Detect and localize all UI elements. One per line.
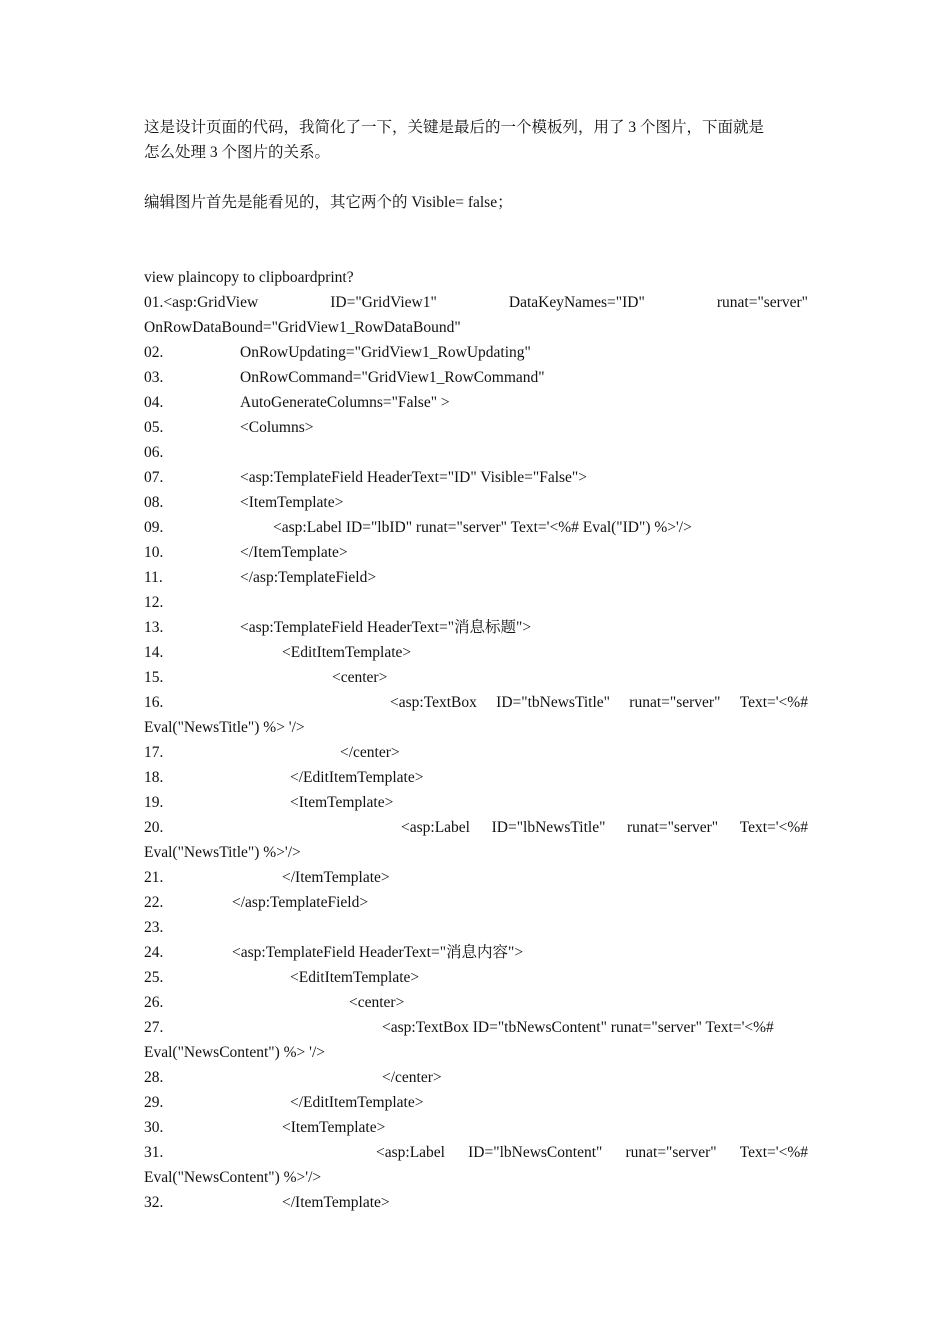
code-line-28	[144, 1065, 442, 1090]
code-text: <center>	[349, 994, 405, 1011]
code-line-04	[144, 390, 450, 415]
line-number: 10.	[144, 544, 164, 561]
code-line-11	[144, 565, 377, 590]
code-line-06	[144, 440, 174, 465]
code-text: AutoGenerateColumns="False" >	[240, 394, 450, 411]
line-number: 29.	[144, 1094, 164, 1111]
code-line-18	[144, 765, 424, 790]
line-number: 23.	[144, 919, 164, 936]
line-number: 07.	[144, 469, 164, 486]
code-text: </ItemTemplate>	[282, 1194, 390, 1211]
code-line-24	[144, 940, 524, 965]
code-text: <asp:TemplateField HeaderText="消息内容">	[232, 944, 524, 961]
code-text: <ItemTemplate>	[282, 1119, 386, 1136]
code-text: <Columns>	[240, 419, 314, 436]
code-text	[390, 690, 808, 715]
code-text: </ItemTemplate>	[282, 869, 390, 886]
line-number: 32.	[144, 1194, 164, 1211]
code-line-15	[144, 665, 388, 690]
code-token: DataKeyNames="ID"	[508, 294, 645, 311]
code-token: Text='<%#	[739, 1144, 808, 1161]
line-number: 03.	[144, 369, 164, 386]
line-number: 22.	[144, 894, 164, 911]
code-text: </ItemTemplate>	[240, 544, 348, 561]
code-token: ID="lbNewsContent"	[468, 1144, 603, 1161]
code-line-26	[144, 990, 405, 1015]
code-line-19	[144, 790, 394, 815]
line-number: 20.	[144, 819, 164, 836]
code-line-09	[144, 515, 692, 540]
line-number: 19.	[144, 794, 164, 811]
line-number: 30.	[144, 1119, 164, 1136]
code-text: <ItemTemplate>	[240, 494, 344, 511]
code-line-03	[144, 365, 545, 390]
code-line-01	[144, 290, 808, 315]
code-line-32	[144, 1190, 390, 1215]
line-number: 31.	[144, 1144, 164, 1161]
intro-line-1: 这是设计页面的代码，我简化了一下，关键是最后的一个模板列，用了 3 个图片，下面就是	[144, 119, 765, 136]
code-line-14	[144, 640, 412, 665]
code-token: runat="server"	[625, 1144, 717, 1161]
line-number: 18.	[144, 769, 164, 786]
code-line-31-cont: Eval("NewsContent") %>'/>	[144, 1169, 322, 1186]
line-number: 16.	[144, 694, 164, 711]
code-text: <EditItemTemplate>	[290, 969, 420, 986]
intro-line-3: 编辑图片首先是能看见的，其它两个的 Visible= false；	[144, 194, 513, 211]
line-number: 06.	[144, 444, 164, 461]
code-text: </EditItemTemplate>	[290, 1094, 424, 1111]
code-token: Text='<%#	[739, 694, 808, 711]
line-number: 24.	[144, 944, 164, 961]
code-text: <center>	[332, 669, 388, 686]
line-number: 13.	[144, 619, 164, 636]
line-number: 12.	[144, 594, 164, 611]
code-line-08	[144, 490, 344, 515]
line-number: 26.	[144, 994, 164, 1011]
code-text: <asp:TextBox ID="tbNewsContent" runat="server" Text='<%#	[382, 1019, 774, 1036]
code-line-31	[144, 1140, 808, 1165]
code-text: </center>	[340, 744, 400, 761]
line-number: 17.	[144, 744, 164, 761]
code-text: <asp:TemplateField HeaderText="ID" Visible="False">	[240, 469, 588, 486]
code-token: ID="GridView1"	[330, 294, 437, 311]
code-token: <asp:TextBox	[390, 694, 477, 711]
code-text: </asp:TemplateField>	[240, 569, 377, 586]
code-text: </EditItemTemplate>	[290, 769, 424, 786]
code-text: <EditItemTemplate>	[282, 644, 412, 661]
code-token: runat="server"	[716, 294, 808, 311]
code-toolbar[interactable]: view plaincopy to clipboardprint?	[144, 269, 354, 286]
code-line-20-cont: Eval("NewsTitle") %>'/>	[144, 844, 301, 861]
code-line-30	[144, 1115, 386, 1140]
line-number: 05.	[144, 419, 164, 436]
code-line-12	[144, 590, 174, 615]
line-number: 08.	[144, 494, 164, 511]
code-token: ID="tbNewsTitle"	[496, 694, 610, 711]
code-text	[376, 1140, 808, 1165]
code-line-13	[144, 615, 532, 640]
code-token: 01.<asp:GridView	[144, 294, 259, 311]
code-line-17	[144, 740, 400, 765]
code-line-16	[144, 690, 808, 715]
code-text: </center>	[382, 1069, 442, 1086]
code-line-01-cont: OnRowDataBound="GridView1_RowDataBound"	[144, 319, 461, 336]
code-line-16-cont: Eval("NewsTitle") %> '/>	[144, 719, 305, 736]
line-number: 25.	[144, 969, 164, 986]
code-line-23	[144, 915, 174, 940]
code-token: <asp:Label	[376, 1144, 445, 1161]
code-line-10	[144, 540, 348, 565]
code-line-05	[144, 415, 314, 440]
code-line-21	[144, 865, 390, 890]
code-token: <asp:Label	[401, 819, 470, 836]
code-text	[401, 815, 808, 840]
line-number: 09.	[144, 519, 164, 536]
line-number: 14.	[144, 644, 164, 661]
code-text: <ItemTemplate>	[290, 794, 394, 811]
line-number: 02.	[144, 344, 164, 361]
code-text: <asp:TemplateField HeaderText="消息标题">	[240, 619, 532, 636]
code-line-27	[144, 1015, 774, 1040]
code-line-22	[144, 890, 369, 915]
code-token: runat="server"	[627, 819, 719, 836]
code-token: Text='<%#	[739, 819, 808, 836]
code-line-07	[144, 465, 588, 490]
intro-line-2: 怎么处理 3 个图片的关系。	[144, 144, 331, 161]
code-line-25	[144, 965, 420, 990]
code-line-27-cont: Eval("NewsContent") %> '/>	[144, 1044, 326, 1061]
code-token: ID="lbNewsTitle"	[491, 819, 606, 836]
code-line-20	[144, 815, 808, 840]
code-text: <asp:Label ID="lbID" runat="server" Text='<%# Eval("ID") %>'/>	[273, 519, 692, 536]
code-token: runat="server"	[629, 694, 721, 711]
code-text: OnRowUpdating="GridView1_RowUpdating"	[240, 344, 531, 361]
code-text: OnRowCommand="GridView1_RowCommand"	[240, 369, 545, 386]
code-line-02	[144, 340, 531, 365]
line-number: 15.	[144, 669, 164, 686]
code-line-29	[144, 1090, 424, 1115]
line-number: 04.	[144, 394, 164, 411]
line-number: 11.	[144, 569, 163, 586]
line-number: 21.	[144, 869, 164, 886]
code-text: </asp:TemplateField>	[232, 894, 369, 911]
line-number: 28.	[144, 1069, 164, 1086]
line-number: 27.	[144, 1019, 164, 1036]
